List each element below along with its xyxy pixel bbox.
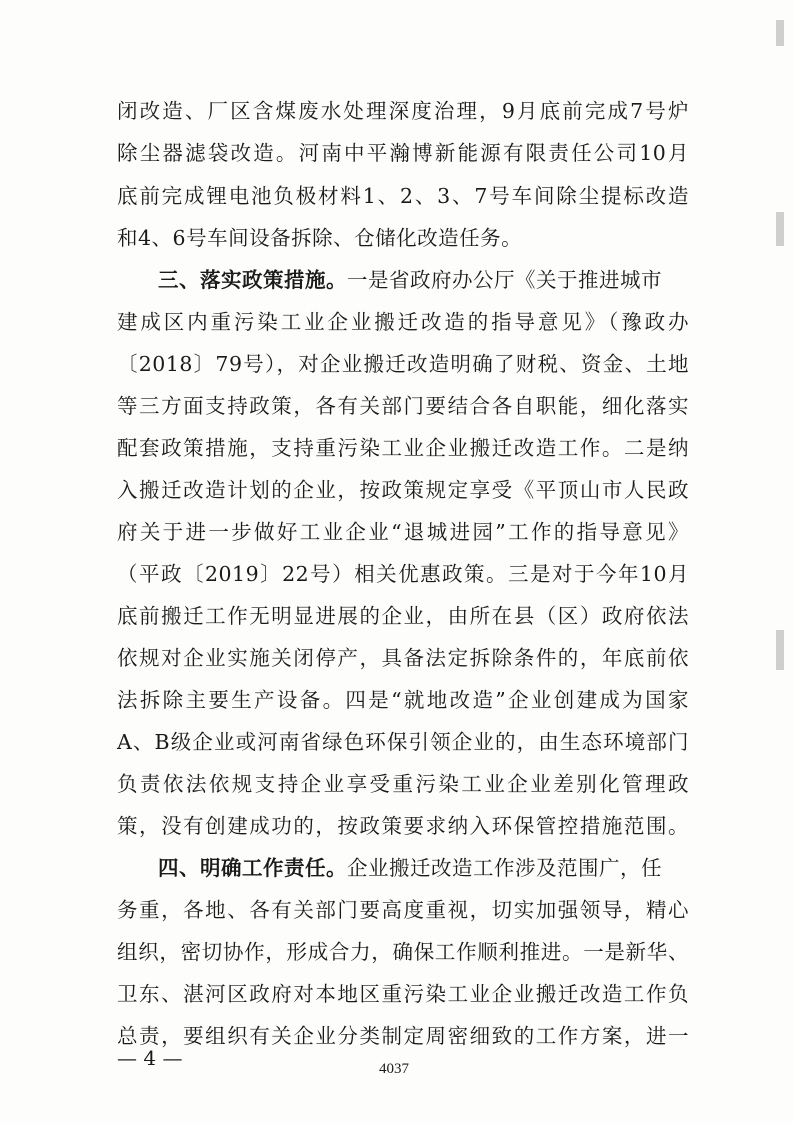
scan-edge-mark [776,20,784,46]
text-line: 组织，密切协作，形成合力，确保工作顺利推进。一是新华、 [117,940,689,964]
text-line: 等三方面支持政策，各有关部门要结合各自职能，细化落实 [117,394,689,418]
text-line: 府关于进一步做好工业企业“退城进园”工作的指导意见》 [117,520,689,544]
text-line: 法拆除主要生产设备。四是“就地改造”企业创建成为国家 [117,688,689,712]
text-line: 卫东、湛河区政府对本地区重污染工业企业搬迁改造工作负 [117,982,689,1006]
text-line: 闭改造、厂区含煤废水处理深度治理，9月底前完成7号炉 [117,99,689,123]
text-line: 依规对企业实施关闭停产，具备法定拆除条件的，年底前依 [117,646,689,670]
text-line: 负责依法依规支持企业享受重污染工业企业差别化管理政 [117,772,689,796]
text-line: 和4、6号车间设备拆除、仓储化改造任务。 [117,226,523,250]
section-three-heading: 三、落实政策措施。 [158,268,347,292]
text-line: 建成区内重污染工业企业搬迁改造的指导意见》（豫政办 [117,310,689,334]
section-three-first-line [158,263,662,297]
document-code: 4037 [379,1061,409,1077]
scan-edge-mark [776,630,784,670]
text-line: （平政〔2019〕22号）相关优惠政策。三是对于今年10月 [117,562,689,586]
text-line: 配套政策措施，支持重污染工业企业搬迁改造工作。二是纳 [117,436,689,460]
section-four-first-line-text: 企业搬迁改造工作涉及范围广，任 [347,856,662,880]
scan-edge-mark [776,212,784,246]
text-line: 底前搬迁工作无明显进展的企业，由所在县（区）政府依法 [117,604,689,628]
text-line: A、B级企业或河南省绿色环保引领企业的，由生态环境部门 [117,730,689,754]
text-line: 入搬迁改造计划的企业，按政策规定享受《平顶山市人民政 [117,478,689,502]
section-four-heading: 四、明确工作责任。 [158,856,347,880]
text-line: 除尘器滤袋改造。河南中平瀚博新能源有限责任公司10月 [117,141,689,165]
section-three-first-line-text: 一是省政府办公厅《关于推进城市 [347,268,662,292]
page-number: — 4 — [117,1046,183,1070]
text-line: 底前完成锂电池负极材料1、2、3、7号车间除尘提标改造 [117,184,689,208]
text-line: 〔2018〕79号），对企业搬迁改造明确了财税、资金、土地 [117,352,689,376]
text-line: 总责，要组织有关企业分类制定周密细致的工作方案，进一 [117,1024,689,1048]
text-line: 务重，各地、各有关部门要高度重视，切实加强领导，精心 [117,898,689,922]
section-four-first-line [158,851,662,885]
text-line: 策，没有创建成功的，按政策要求纳入环保管控措施范围。 [117,814,689,838]
